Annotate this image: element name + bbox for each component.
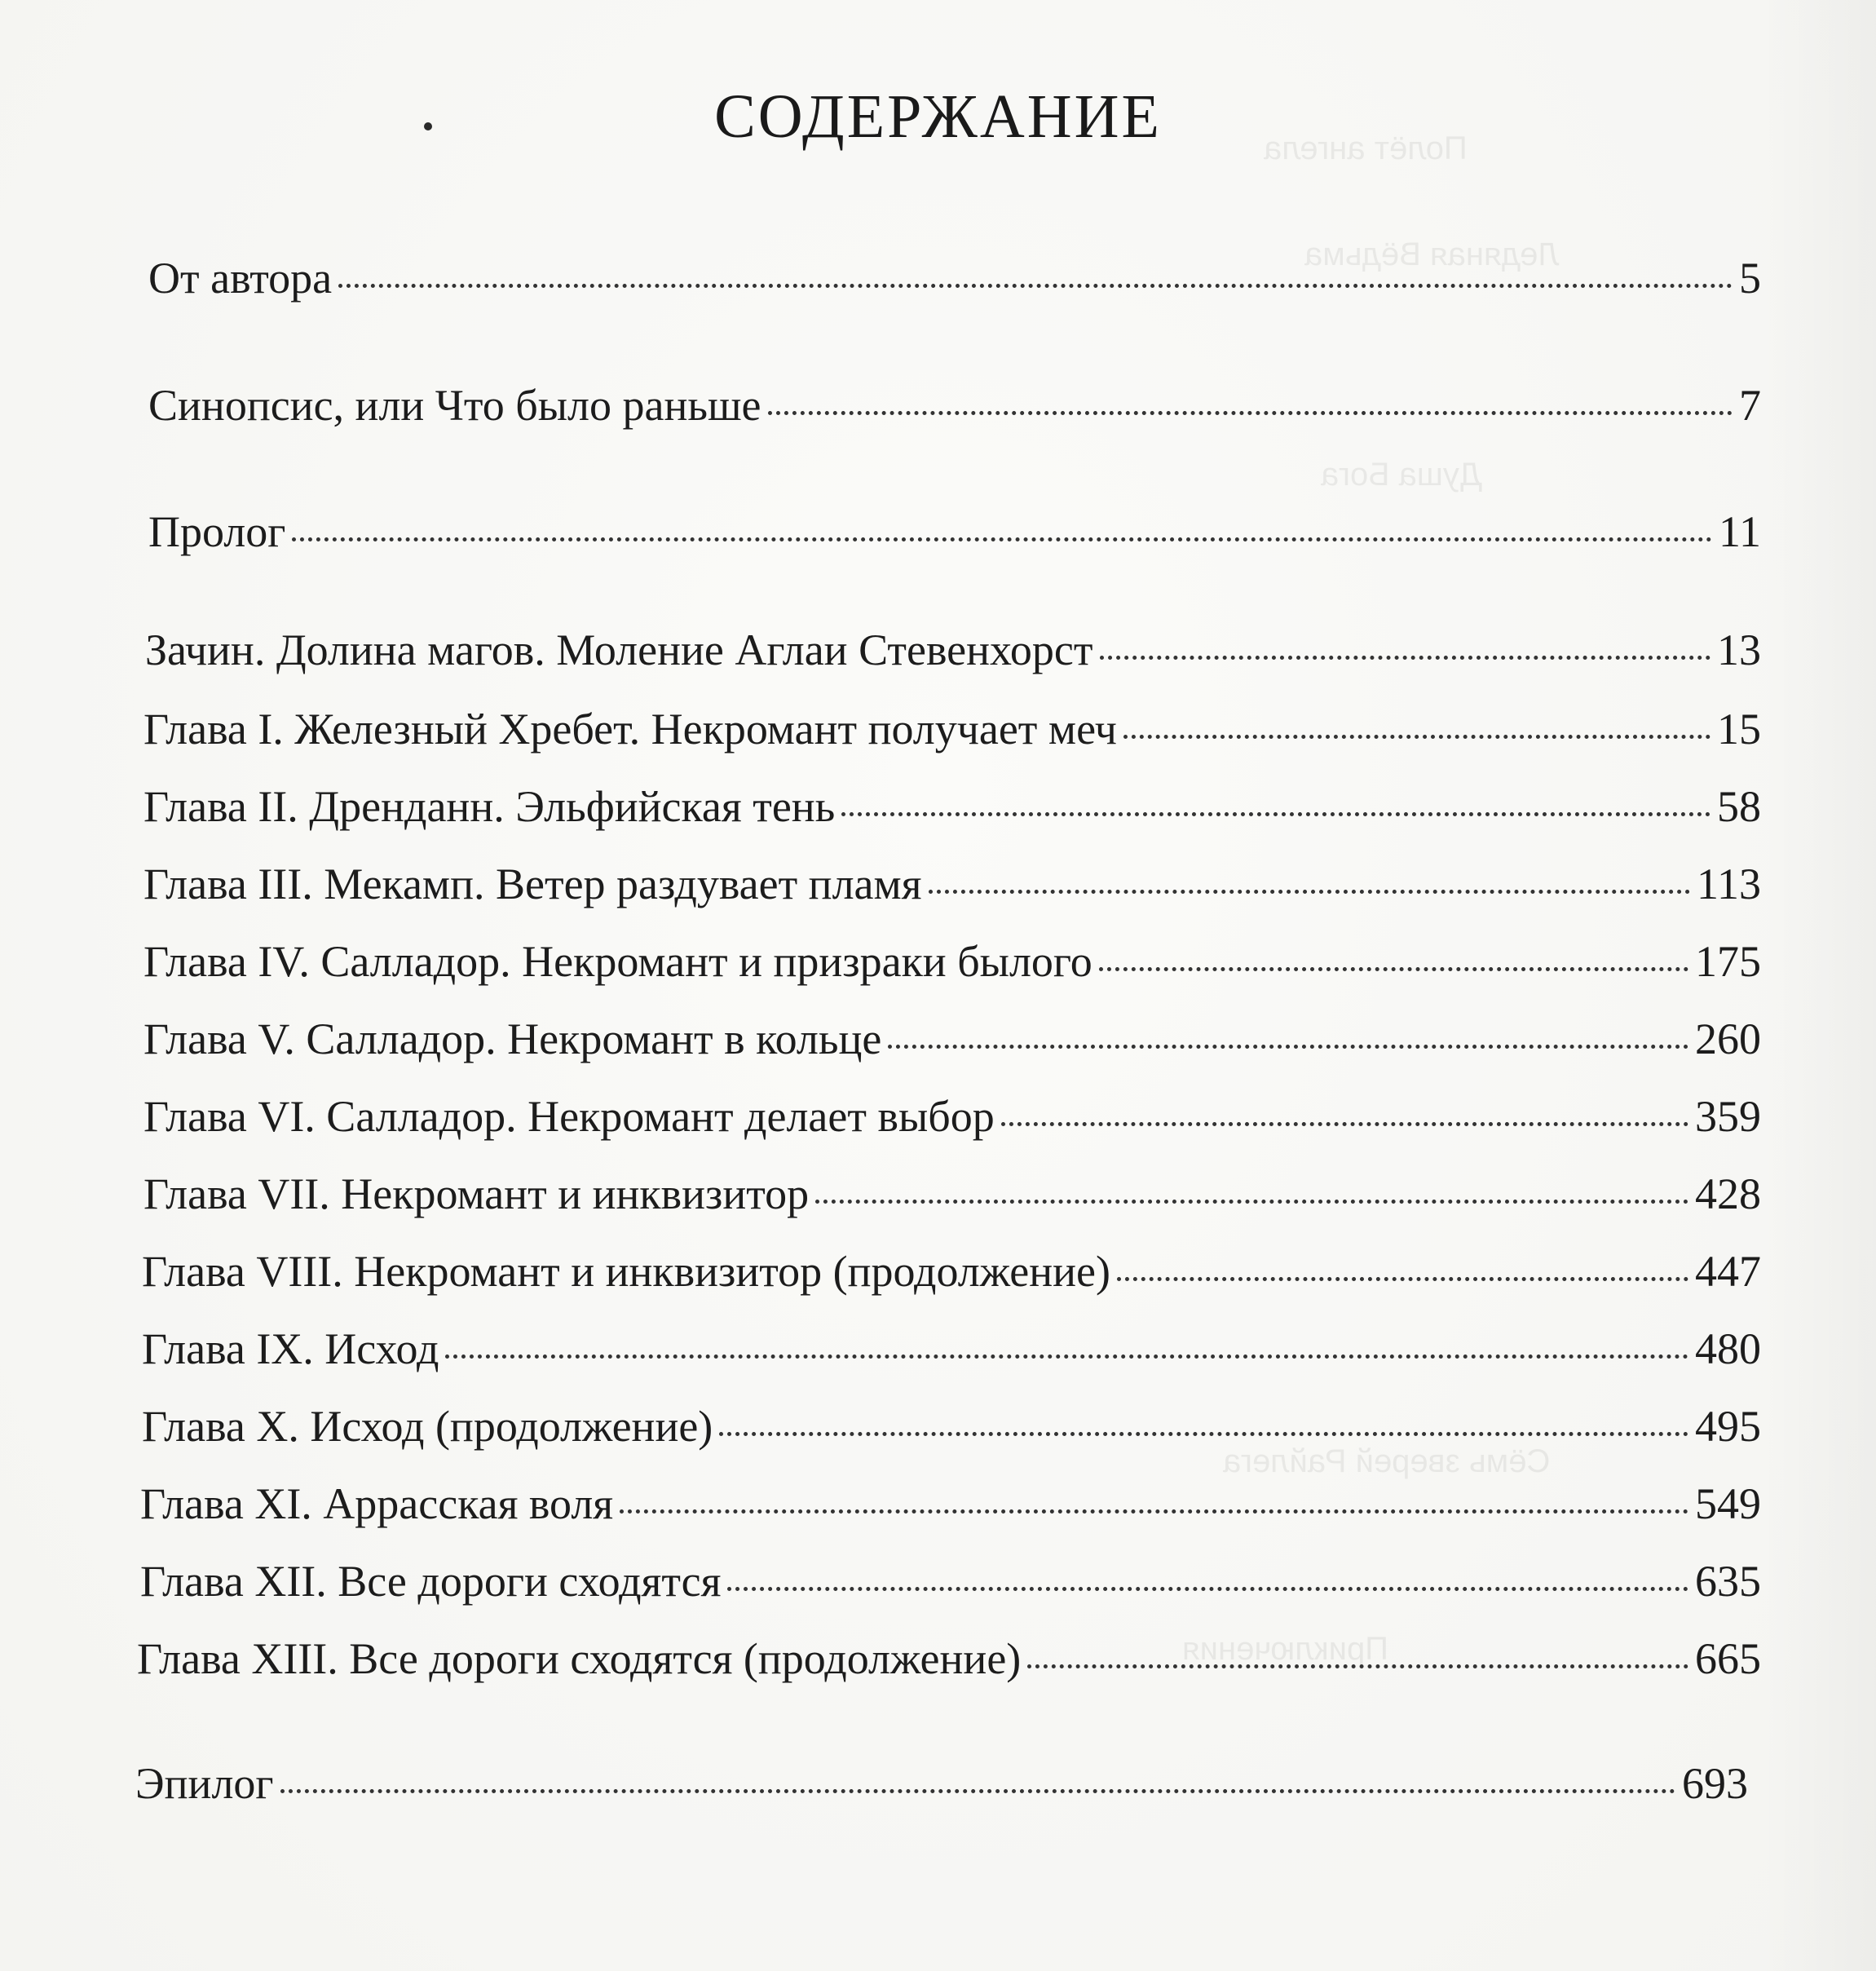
dot-leader [929, 890, 1691, 894]
toc-entry-label: Пролог [148, 507, 286, 556]
dot-leader [727, 1587, 1688, 1591]
toc-entry-label: Глава X. Исход (продолжение) [142, 1402, 713, 1451]
toc-entry-page: 635 [1695, 1557, 1761, 1606]
page-title: СОДЕРЖАНИЕ [714, 82, 1162, 151]
show-through-text: Ледяная Вёдьма [1304, 236, 1560, 272]
show-through-text: Сёмь зверей Райлега [1223, 1443, 1551, 1479]
toc-entry-chapter-8 [142, 1247, 1761, 1296]
toc-entry-label: Зачин. Долина магов. Моление Аглаи Стевенхорст [145, 625, 1093, 674]
toc-entry-page: 693 [1682, 1759, 1748, 1808]
toc-entry-label: От автора [148, 254, 333, 303]
toc-entry-label: Глава IX. Исход [142, 1324, 439, 1373]
toc-entry-label: Глава XI. Аррасская воля [140, 1479, 614, 1528]
dot-leader [1123, 735, 1710, 739]
toc-entry-chapter-6 [143, 1092, 1761, 1141]
toc-entry-beginning [145, 625, 1761, 674]
toc-entry-label: Глава V. Салладор. Некромант в кольце [143, 1014, 882, 1063]
dot-leader [888, 1045, 1688, 1049]
show-through-text: Душа Бога [1321, 457, 1482, 493]
toc-entry-page: 480 [1695, 1324, 1761, 1373]
toc-entry-page: 175 [1695, 937, 1761, 986]
toc-entry-label: Глава XII. Все дороги сходятся [140, 1557, 722, 1606]
toc-entry-label: Глава XIII. Все дороги сходятся (продолжение) [137, 1634, 1022, 1683]
toc-entry-chapter-5 [143, 1014, 1761, 1063]
toc-entry-page: 11 [1719, 507, 1761, 556]
toc-entry-page: 495 [1695, 1402, 1761, 1451]
dot-leader [841, 812, 1710, 816]
toc-entry-chapter-10 [142, 1402, 1761, 1451]
toc-entry-label: Глава VII. Некромант и инквизитор [143, 1169, 810, 1218]
toc-entry-chapter-7 [143, 1169, 1761, 1218]
toc-entry-chapter-1 [143, 707, 1761, 751]
dot-leader [445, 1355, 1688, 1359]
toc-entry-label: Глава II. Дренданн. Эльфийская тень [143, 782, 836, 831]
toc-entry-page: 428 [1695, 1169, 1761, 1218]
dot-leader [620, 1509, 1688, 1514]
toc-entry-label: Глава I. Железный Хребет. Некромант получает меч [143, 705, 1117, 753]
toc-entry-page: 260 [1695, 1014, 1761, 1063]
toc-entry-page: 549 [1695, 1479, 1761, 1528]
toc-entry-prologue [148, 507, 1761, 556]
toc-entry-label: Глава VIII. Некромант и инквизитор (продолжение) [142, 1247, 1110, 1296]
toc-entry-chapter-4 [143, 937, 1761, 986]
dot-leader [768, 411, 1733, 415]
toc-entry-page: 15 [1717, 705, 1761, 753]
dot-leader [338, 284, 1733, 288]
toc-entry-chapter-11 [140, 1479, 1761, 1528]
dot-leader [280, 1789, 1675, 1793]
dot-leader [1100, 656, 1710, 660]
toc-entry-chapter-2 [143, 784, 1761, 829]
dot-leader [815, 1200, 1688, 1204]
toc-entry-label: Глава VI. Салладор. Некромант делает выбор [143, 1092, 995, 1141]
dot-leader [719, 1432, 1688, 1436]
toc-entry-chapter-3 [143, 862, 1761, 906]
toc-entry-page: 665 [1695, 1634, 1761, 1683]
toc-entry-chapter-13 [137, 1634, 1761, 1683]
toc-entry-chapter-12 [140, 1557, 1761, 1606]
toc-entry-label: Глава III. Мекамп. Ветер раздувает пламя [143, 860, 922, 908]
dot-leader [1117, 1277, 1688, 1281]
toc-entry-chapter-9 [142, 1324, 1761, 1373]
dot-leader [1001, 1122, 1688, 1126]
toc-entry-page: 447 [1695, 1247, 1761, 1296]
dot-leader [1027, 1664, 1688, 1668]
toc-entry-page: 13 [1717, 625, 1761, 674]
toc-entry-page: 5 [1739, 254, 1761, 303]
toc-entry-page: 58 [1717, 782, 1761, 831]
toc-entry-label: Глава IV. Салладор. Некромант и призраки былого [143, 937, 1092, 986]
show-through-text: Приключения [1182, 1631, 1388, 1667]
toc-entry-page: 359 [1695, 1092, 1761, 1141]
toc-entry-page: 113 [1697, 860, 1761, 908]
show-through-text: Полёт ангела [1264, 130, 1468, 166]
dot-leader [1099, 967, 1688, 971]
toc-entry-label: Эпилог [135, 1759, 274, 1808]
toc-entry-page: 7 [1739, 381, 1761, 430]
toc-entry-synopsis [148, 381, 1761, 430]
dot-leader [292, 537, 1712, 541]
toc-entry-label: Синопсис, или Что было раньше [148, 381, 761, 430]
toc-entry-epilogue [135, 1759, 1748, 1808]
